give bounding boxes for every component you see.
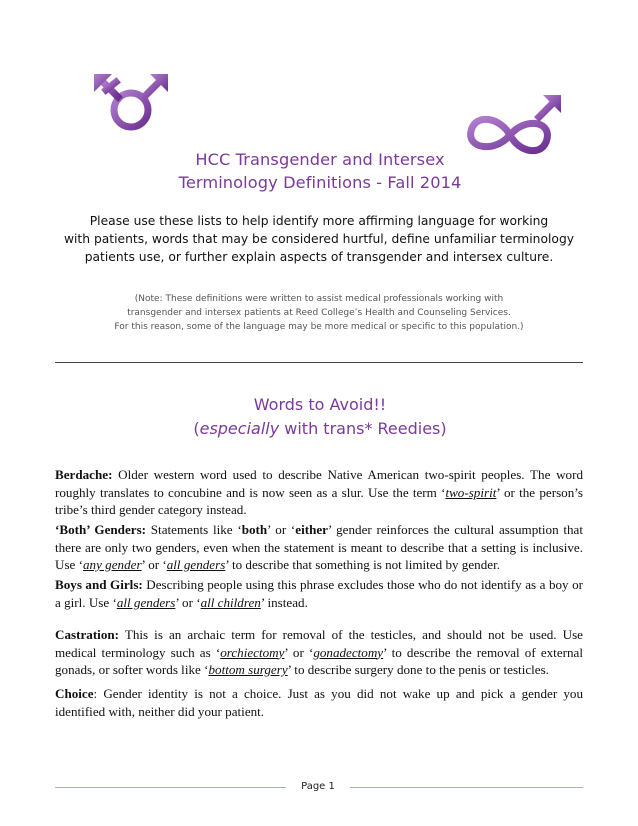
emphasized-word: both: [241, 522, 268, 537]
alternative-term: two-spirit: [445, 484, 497, 500]
entry-text: ’ or ‘: [284, 644, 314, 660]
entry-choice: [55, 685, 583, 720]
footer-rule-left: [55, 787, 286, 788]
subtitle-rest: with trans* Reedies): [279, 419, 447, 438]
emphasized-word: either: [295, 522, 328, 537]
entry-text: Older western word used to describe Native American two-spirit peoples. The word roughly translates to concubine and is now seen as a slur. Use the term ‘: [55, 467, 583, 500]
entry-term: Castration:: [55, 627, 120, 642]
entry-term: ‘Both’ Genders:: [55, 522, 147, 537]
entry-text: ’ gender reinforces the cultural assumption that there are only two genders, even when the statement is meant to describe that a setting is inclusive. Use ‘: [55, 522, 583, 572]
footer-rule-right: [350, 787, 583, 788]
entry-boys-and-girls: [55, 576, 583, 611]
section-divider: [55, 362, 583, 363]
section-title: Words to Avoid!!: [253, 395, 387, 414]
document-title-line-2: Terminology Definitions - Fall 2014: [178, 173, 462, 192]
intro-line-3: patients use, or further explain aspects of transgender and intersex culture.: [84, 250, 554, 264]
alternative-term: all genders: [166, 557, 226, 572]
entry-text: Statements like ‘: [146, 522, 242, 537]
intro-line-1: Please use these lists to help identify more affirming language for working: [89, 214, 549, 228]
subtitle-open: (: [193, 419, 200, 438]
alternative-term: all genders: [116, 594, 176, 610]
entry-both-genders: [55, 521, 583, 574]
alternative-term: bottom surgery: [208, 662, 288, 677]
entry-term: Boys and Girls:: [55, 577, 143, 592]
document-title-line-1: HCC Transgender and Intersex: [195, 150, 445, 169]
entry-castration: [55, 626, 583, 679]
subtitle-emphasis: especially: [199, 419, 280, 438]
entry-berdache: [55, 466, 583, 519]
entry-text: ’ or ‘: [141, 557, 167, 572]
page-number: Page 1: [301, 781, 335, 792]
entry-text: ’ to describe that something is not limited by gender.: [225, 557, 500, 572]
alternative-term: any gender: [83, 557, 142, 572]
note-line-3: For this reason, some of the language may be more medical or specific to this population.): [114, 322, 524, 332]
entry-text: ’ or the person’s tribe’s third gender category instead.: [55, 484, 583, 517]
entry-term: Berdache:: [55, 467, 113, 482]
entry-text: ’ to describe surgery done to the penis or testicles.: [287, 662, 549, 677]
alternative-term: orchiectomy: [220, 644, 285, 660]
entry-text: ’ to describe the removal of external gonads, or softer words like ‘: [55, 644, 583, 677]
entry-text: ’ or ‘: [267, 522, 296, 537]
alternative-term: gonadectomy: [313, 644, 384, 660]
entry-text: Describing people using this phrase excludes those who do not identify as a boy or a girl. Use ‘: [55, 577, 583, 610]
note-line-2: transgender and intersex patients at Reed College’s Health and Counseling Services.: [127, 308, 511, 318]
entry-text: This is an archaic term for removal of the testicles, and should not be used. Use medical terminology such as ‘: [55, 627, 583, 660]
entry-term: Choice: [55, 686, 94, 701]
entry-text: ’ or ‘: [175, 594, 201, 610]
entry-text: ’ instead.: [260, 594, 308, 610]
intro-line-2: with patients, words that may be considered hurtful, define unfamiliar terminology: [63, 232, 575, 246]
alternative-term: all children: [200, 594, 261, 610]
note-line-1: (Note: These definitions were written to assist medical professionals working with: [134, 294, 504, 304]
entry-text: : Gender identity is not a choice. Just as you did not wake up and pick a gender you identified with, neither did your patient.: [55, 686, 583, 719]
section-subtitle: [110, 417, 530, 440]
